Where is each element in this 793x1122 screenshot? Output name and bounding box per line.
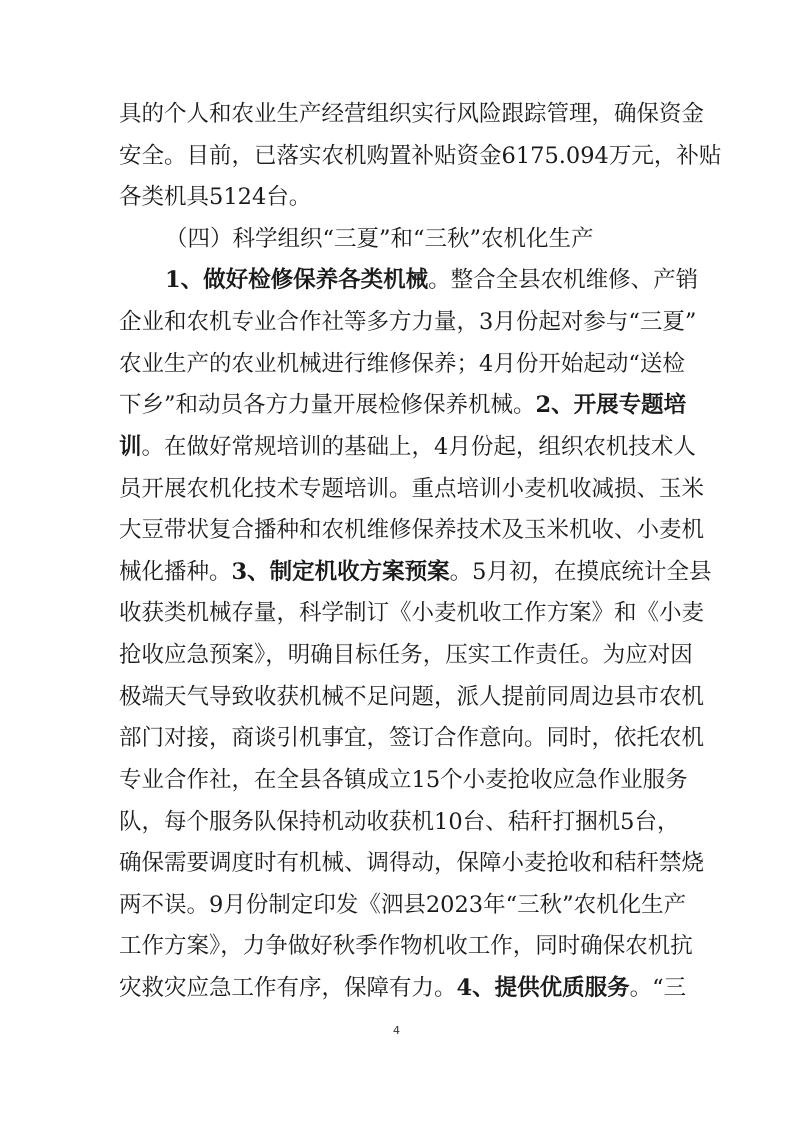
text-span: 灾救灾应急工作有序，保障有力。 (119, 975, 457, 1001)
text-line: 具的个人和农业生产经营组织实行风险跟踪管理，确保资金 (119, 101, 705, 127)
page-number: 4 (393, 1024, 400, 1037)
bold-subheading: 训 (119, 434, 142, 460)
text-span: 。在做好常规培训的基础上，4月份起，组织农机技术人 (141, 434, 696, 460)
text-span: 。“三 (629, 975, 687, 1001)
text-line: 极端天气导致收获机械不足问题，派人提前同周边县市农机 (119, 684, 705, 710)
text-line (119, 966, 687, 1010)
text-line: 专业合作社，在全县各镇成立15个小麦抢收应急作业服务 (119, 767, 688, 793)
text-line: 企业和农机专业合作社等多方力量，3月份起对参与“三夏” (119, 309, 697, 335)
text-span: 械化播种。 (119, 559, 232, 585)
text-line: 安全。目前，已落实农机购置补贴资金6175.094万元，补贴 (119, 143, 722, 169)
section-heading: （四）科学组织“三夏”和“三秋”农机化生产 (165, 226, 594, 252)
text-line: 队，每个服务队保持机动收获机10台、秸秆打捆机5台， (119, 809, 680, 835)
text-line: 工作方案》，力争做好秋季作物机收工作，同时确保农机抗 (119, 933, 693, 959)
text-line: 两不误。9月份制定印发《泗县2023年“三秋”农机化生产 (119, 892, 687, 918)
text-span: 。整合全县农机维修、产销 (428, 267, 699, 293)
text-line: 确保需要调度时有机械、调得动，保障小麦抢收和秸秆禁烧 (119, 850, 705, 876)
text-line: 收获类机械存量，科学制订《小麦机收工作方案》和《小麦 (119, 600, 705, 626)
text-line: 抢收应急预案》，明确目标任务，压实工作责任。为应对因 (119, 642, 693, 668)
bold-subheading: 1、做好检修保养各类机械 (165, 267, 429, 293)
bold-subheading: 4、提供优质服务 (456, 975, 630, 1001)
text-span: 下乡”和动员各方力量开展检修保养机械。 (119, 392, 536, 418)
text-line (119, 550, 712, 594)
text-line: 各类机具5124台。 (119, 184, 312, 210)
bold-subheading: 2、开展专题培 (535, 392, 687, 418)
text-line: 大豆带状复合播种和农机维修保养技术及玉米机收、小麦机 (119, 517, 705, 543)
text-line: 员开展农机化技术专题培训。重点培训小麦机收减损、玉米 (119, 476, 705, 502)
text-line (119, 383, 687, 427)
text-line (119, 425, 696, 469)
bold-subheading: 3、制定机收方案预案 (231, 559, 450, 585)
text-line: 农业生产的农业机械进行维修保养；4月份开始起动“送检 (119, 351, 685, 377)
text-span: 。5月初，在摸底统计全县 (449, 559, 712, 585)
text-line (165, 258, 699, 302)
text-line: 部门对接，商谈引机事宜，签订合作意向。同时，依托农机 (119, 725, 705, 751)
